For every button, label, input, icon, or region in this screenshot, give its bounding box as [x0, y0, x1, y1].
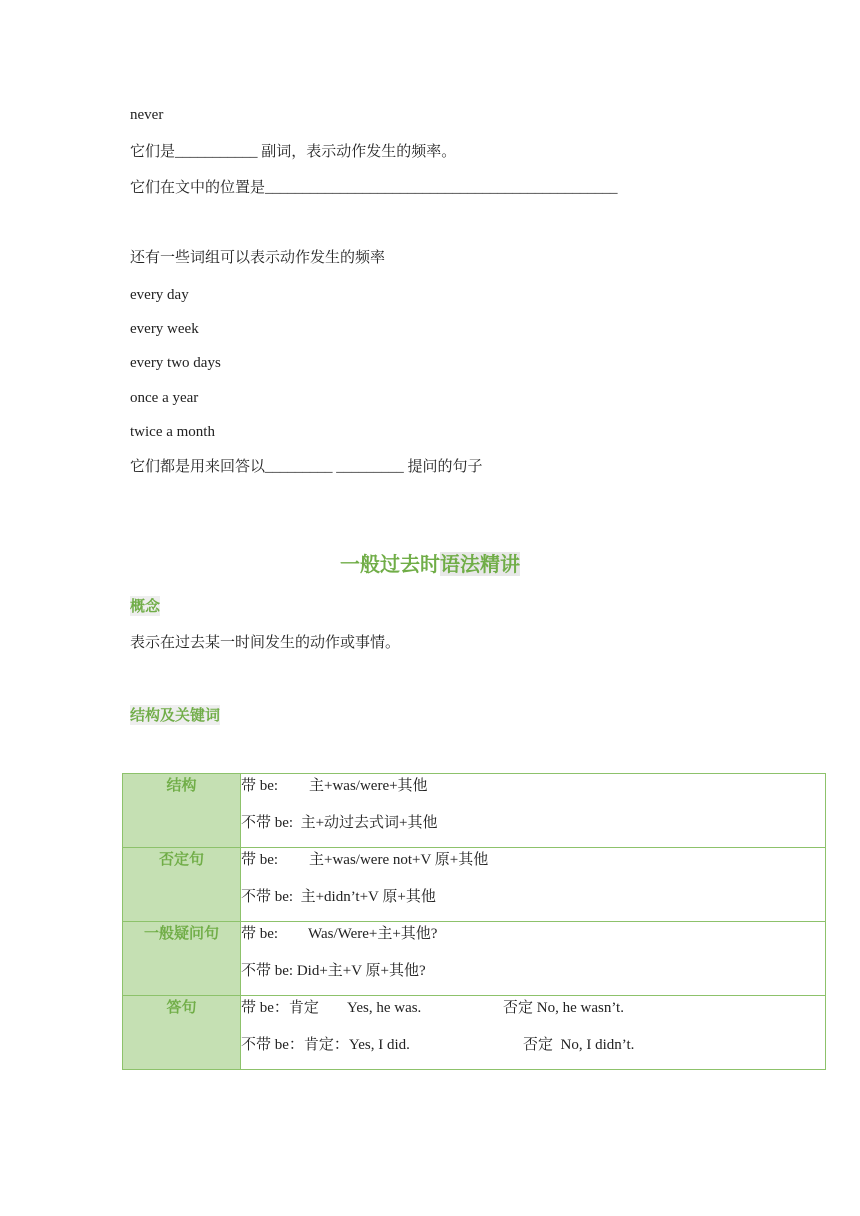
phrase-item: twice a month: [130, 424, 215, 440]
line-never: never: [130, 107, 164, 123]
table-row: [123, 996, 826, 1070]
line-adverb-blank: 它们是___________ 副词，表示动作发生的频率。: [130, 144, 457, 160]
row-label: 答句: [123, 996, 241, 1070]
row-content: [241, 774, 826, 848]
row-line: 带 be: Was/Were+主+其他?: [241, 926, 438, 942]
row-line: 带 be: 主+was/were+其他: [241, 778, 428, 794]
row-line: 带 be：肯定 Yes, he was. 否定 No, he wasn’t.: [241, 1000, 624, 1016]
row-content: [241, 848, 826, 922]
row-line: 不带 be：肯定：Yes, I did. 否定 No, I didn’t.: [241, 1037, 635, 1053]
row-content: [241, 922, 826, 996]
structure-heading: 结构及关键词: [130, 706, 221, 724]
concept-heading: 概念: [130, 597, 161, 615]
grammar-table: [122, 773, 826, 1070]
phrase-item: every two days: [130, 355, 221, 371]
row-line: 不带 be: Did+主+V 原+其他?: [241, 963, 426, 979]
section-title-part2: 语法精讲: [440, 552, 520, 576]
row-label: 一般疑问句: [123, 922, 241, 996]
phrase-item: every day: [130, 287, 189, 303]
row-label: 否定句: [123, 848, 241, 922]
row-label: 结构: [123, 774, 241, 848]
section-title: [0, 548, 860, 577]
table-row: [123, 922, 826, 996]
table-row: [123, 774, 826, 848]
line-position-blank: 它们在文中的位置是_______________________________________________: [130, 180, 618, 196]
phrases-question: 它们都是用来回答以_________ _________ 提问的句子: [130, 459, 483, 475]
row-content: [241, 996, 826, 1070]
row-line: 带 be: 主+was/were not+V 原+其他: [241, 852, 489, 868]
phrases-intro: 还有一些词组可以表示动作发生的频率: [130, 250, 386, 266]
row-line: 不带 be: 主+动过去式词+其他: [241, 815, 438, 831]
table-row: [123, 848, 826, 922]
phrase-item: every week: [130, 321, 199, 337]
phrase-item: once a year: [130, 390, 199, 406]
concept-text: 表示在过去某一时间发生的动作或事情。: [130, 635, 401, 651]
row-line: 不带 be: 主+didn’t+V 原+其他: [241, 889, 436, 905]
section-title-part1: 一般过去时: [340, 552, 440, 576]
